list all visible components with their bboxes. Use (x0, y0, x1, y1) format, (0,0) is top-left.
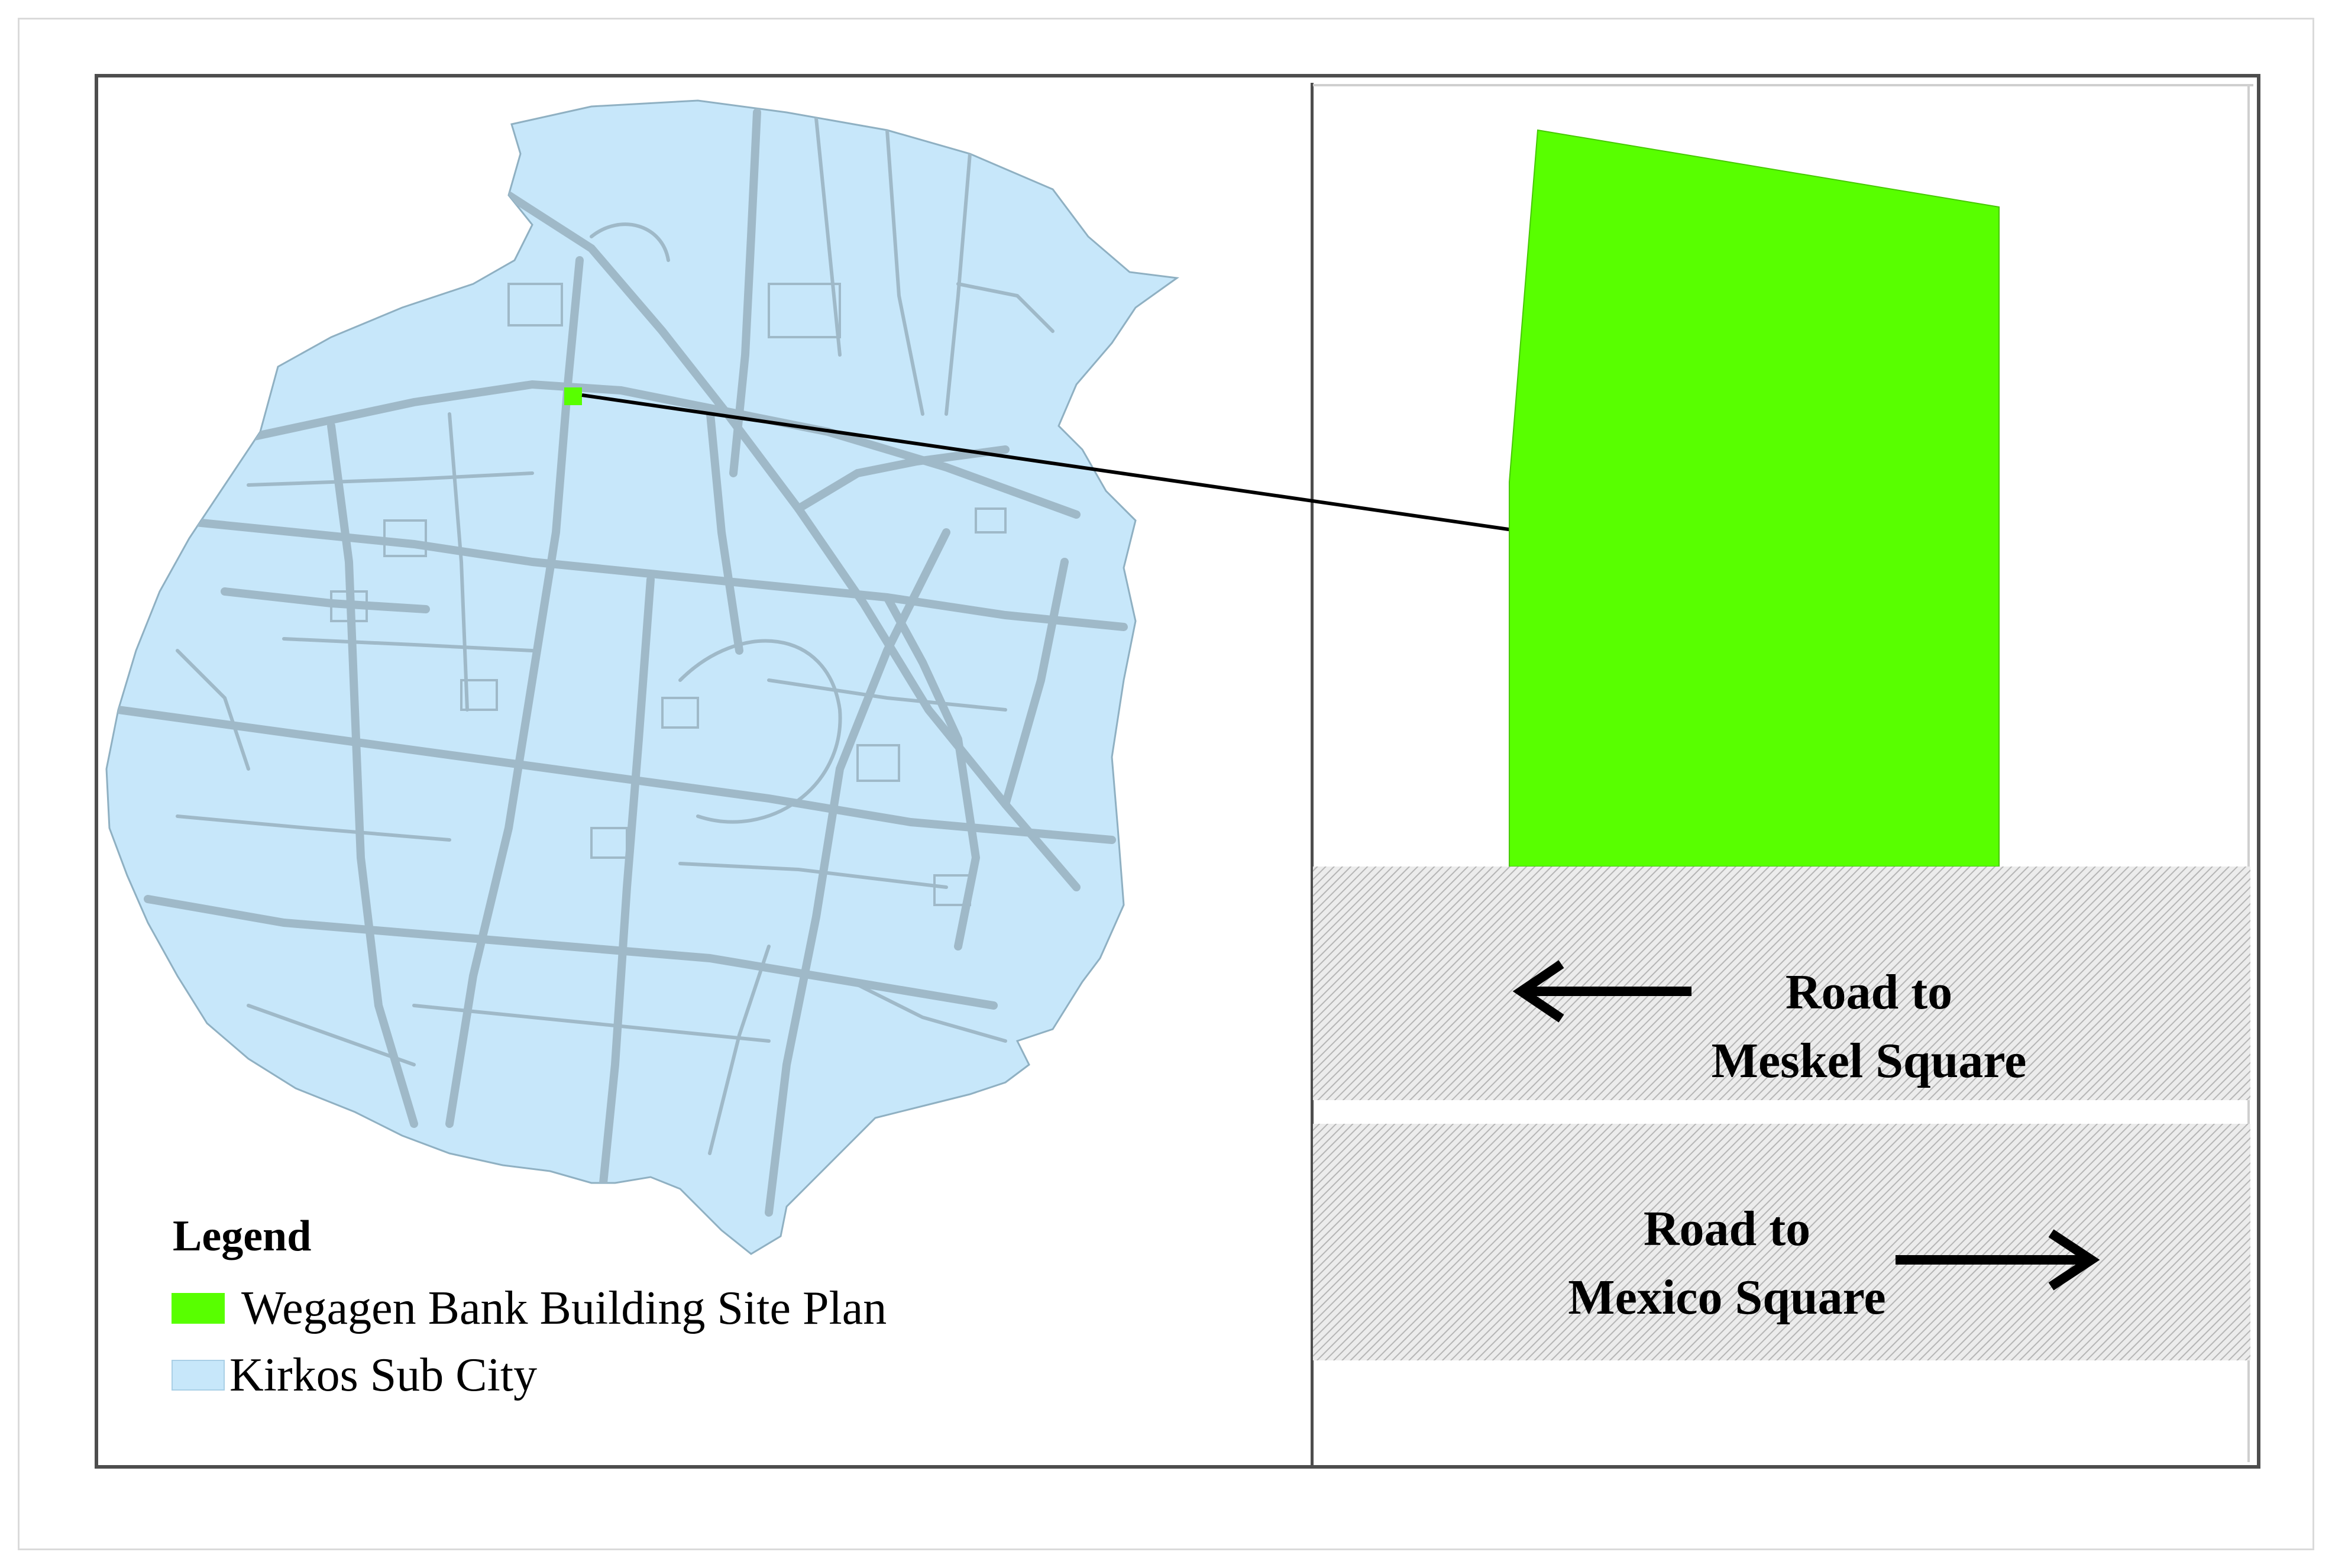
road-label-mexico-line1: Road to (1643, 1201, 1811, 1256)
site-plan-parcel (1509, 130, 1999, 867)
road-label-meskel (1573, 958, 2165, 1095)
legend-title: Legend (173, 1212, 312, 1260)
legend-item-site-plan (172, 1282, 887, 1334)
road-label-mexico (1431, 1195, 2023, 1332)
road-label-meskel-line1: Road to (1785, 965, 1953, 1020)
legend-swatch-kirkos (172, 1360, 225, 1391)
legend-label-site-plan: Wegagen Bank Building Site Plan (241, 1282, 887, 1334)
site-marker (564, 387, 582, 405)
road-label-meskel-line2: Meskel Square (1711, 1033, 2027, 1088)
legend-item-kirkos (172, 1349, 538, 1401)
legend-swatch-site-plan (172, 1293, 225, 1324)
road-label-mexico-line2: Mexico Square (1568, 1270, 1886, 1325)
legend-label-kirkos: Kirkos Sub City (229, 1349, 538, 1401)
